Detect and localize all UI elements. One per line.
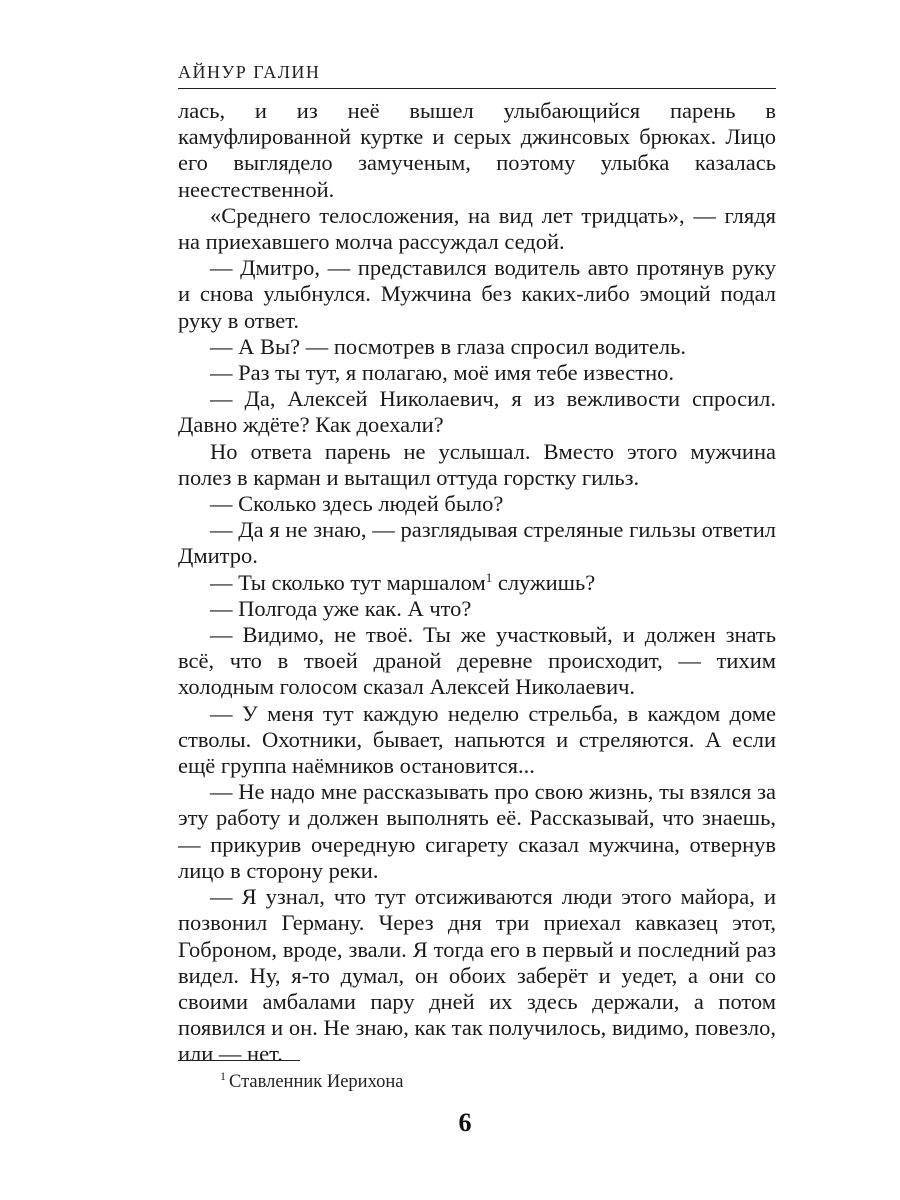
paragraph: — А Вы? — посмотрев в глаза спросил водитель. [210, 333, 686, 359]
footnote [220, 1069, 404, 1093]
paragraph: — Сколько здесь людей было? [210, 491, 504, 517]
paragraph: — Да, Алексей Николаевич, я из вежливости спросил. Давно ждёте? Как доехали? [178, 386, 776, 438]
paragraph: — Видимо, не твоё. Ты же участковый, и должен знать всё, что в твоей драной деревне происходит, — тихим холодным голосом сказал Алексей Николаевич. [178, 622, 776, 700]
footnote-number: 1 [220, 1069, 226, 1083]
footnote-rule [178, 1060, 300, 1061]
paragraph-text: — Ты сколько тут маршалом [210, 569, 486, 595]
paragraph: — Я узнал, что тут отсиживаются люди этого майора, и позвонил Герману. Через дня три приехал кавказец этот, Гоброном, вроде, звали. Я тогда его в первый и последний раз видел. Ну, я-то думал, он обоих заберёт и уедет, а они со своими амбалами пару дней их здесь держали, а потом появился и он. Не знаю, как так получилось, видимо, повезло, или — нет. [178, 884, 776, 1067]
running-head-author: АЙНУР ГАЛИН [178, 62, 321, 82]
paragraph: — Не надо мне рассказывать про свою жизнь, ты взялся за эту работу и должен выполнять её. Рассказывай, что знаешь, — прикурив очередную сигарету сказал мужчина, отвернув лицо в сторону реки. [178, 779, 776, 883]
paragraph: — Раз ты тут, я полагаю, моё имя тебе известно. [210, 360, 674, 386]
paragraph: лась, и из неё вышел улыбающийся парень в камуфлированной куртке и серых джинсовых брюках. Лицо его выглядело замученым, поэтому улыбка казалась неестественной. [178, 98, 776, 202]
paragraph: «Среднего телосложения, на вид лет тридцать», — глядя на приехавшего молча рассуждал седой. [178, 202, 776, 255]
paragraph-with-footnote [178, 570, 776, 596]
footnote-text: Ставленник Иерихона [229, 1072, 404, 1092]
paragraph: Но ответа парень не услышал. Вместо этого мужчина полез в карман и вытащил оттуда горстку гильз. [178, 438, 776, 490]
body-text [178, 98, 776, 1068]
paragraph: — У меня тут каждую неделю стрельба, в каждом доме стволы. Охотники, бывает, напьются и стреляются. А если ещё группа наёмников остановится... [178, 700, 776, 779]
header-rule [178, 88, 776, 89]
paragraph-text: служишь? [492, 569, 596, 595]
footnote-reference[interactable]: 1 [485, 569, 493, 585]
paragraph: — Полгода уже как. А что? [210, 595, 472, 621]
paragraph: — Да я не знаю, — разглядывая стреляные гильзы ответил Дмитро. [178, 517, 776, 569]
page-number: 6 [458, 1108, 472, 1137]
paragraph: — Дмитро, — представился водитель авто протянув руку и снова улыбнулся. Мужчина без каких-либо эмоций подал руку в ответ. [178, 255, 776, 333]
